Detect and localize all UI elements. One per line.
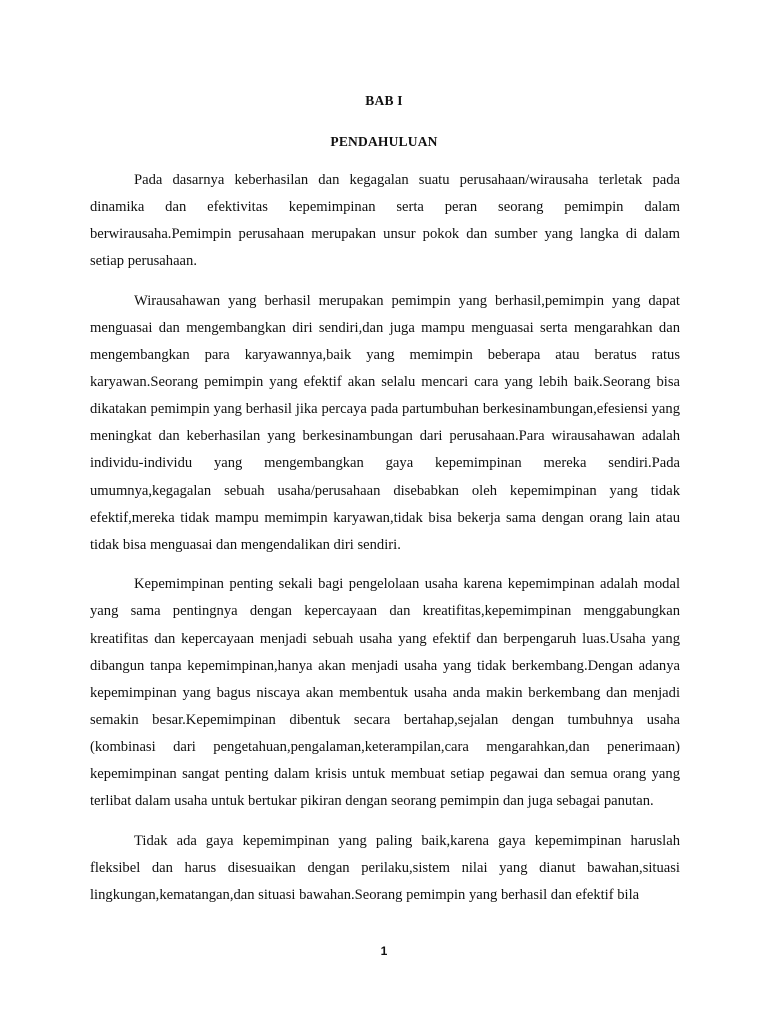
paragraph: Wirausahawan yang berhasil merupakan pemimpin yang berhasil,pemimpin yang dapat menguasai dan mengembangkan diri sendiri,dan juga mampu menguasai serta mengarahkan dan mengembangkan para karyawannya,baik yang memimpin beberapa atau beratus ratus karyawan.Seorang pemimpin yang efektif akan selalu mencari cara yang lebih baik.Seorang bisa dikatakan pemimpin yang berhasil jika percaya pada partumbuhan berkesinambungan,efesiensi yang meningkat dan keberhasilan yang berkesinambungan dari perusahaan.Para wirausahawan adalah individu-individu yang mengembangkan gaya kepemimpinan mereka sendiri.Pada umumnya,kegagalan sebuah usaha/perusahaan disebabkan oleh kepemimpinan yang tidak efektif,mereka tidak mampu memimpin karyawan,tidak bisa bekerja sama dengan orang lain atau tidak bisa menguasai dan mengendalikan diri sendiri.	[90, 292, 680, 553]
paragraph: Kepemimpinan penting sekali bagi pengelolaan usaha karena kepemimpinan adalah modal yang sama pentingnya dengan kepercayaan dan kreatifitas,kepemimpinan menggabungkan kreatifitas dan kepercayaan menjadi sebuah usaha yang efektif dan berpengaruh luas.Usaha yang dibangun tanpa kepemimpinan,hanya akan menjadi usaha yang tidak berkembang.Dengan adanya kepemimpinan yang bagus niscaya akan membentuk usaha anda makin berkembang dan menjadi semakin besar.Kepemimpinan dibentuk secara bertahap,sejalan dengan tumbuhnya usaha (kombinasi dari pengetahuan,pengalaman,keterampilan,cara mengarahkan,dan penerimaan) kepemimpinan sangat penting dalam krisis untuk membuat setiap pegawai dan semua orang yang terlibat dalam usaha untuk bertukar pikiran dengan seorang pemimpin dan juga sebagai panutan.	[90, 576, 680, 810]
paragraph: Tidak ada gaya kepemimpinan yang paling baik,karena gaya kepemimpinan haruslah fleksibel dan harus disesuaikan dengan perilaku,sistem nilai yang dianut bawahan,situasi lingkungan,kematangan,dan situasi bawahan.Seorang pemimpin yang berhasil dan efektif bila	[90, 832, 680, 903]
page-number: 1	[380, 944, 388, 958]
body-text	[90, 167, 680, 921]
chapter-heading: BAB I	[365, 93, 403, 108]
chapter-title: PENDAHULUAN	[330, 134, 438, 149]
paragraph: Pada dasarnya keberhasilan dan kegagalan suatu perusahaan/wirausaha terletak pada dinamika dan efektivitas kepemimpinan serta peran seorang pemimpin dalam berwirausaha.Pemimpin perusahaan merupakan unsur pokok dan sumber yang langka di dalam setiap perusahaan.	[90, 172, 680, 270]
